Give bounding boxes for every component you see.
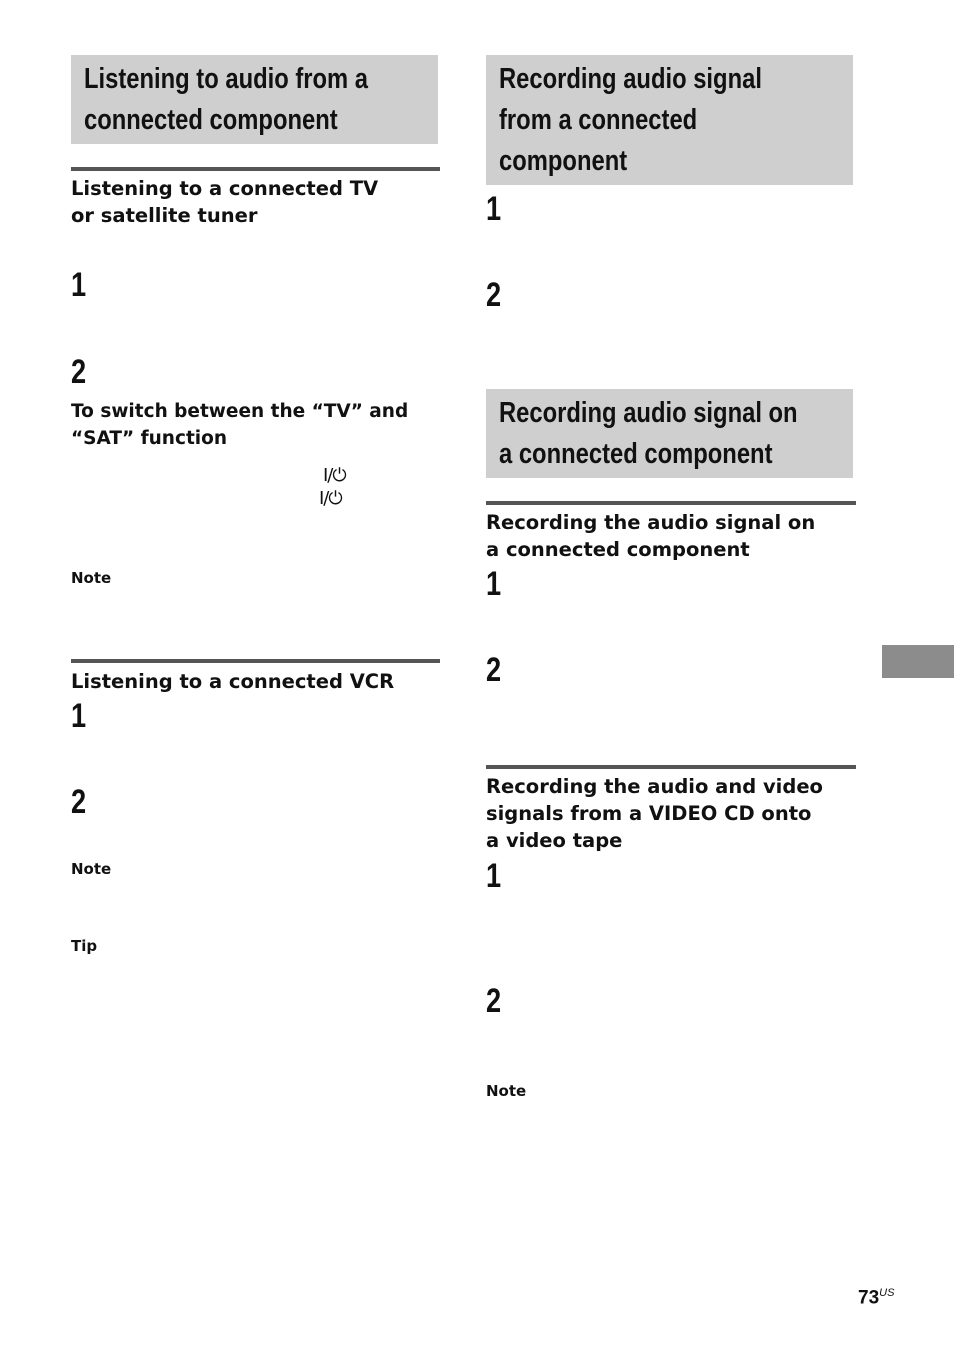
on-section-title-line-1: Recording the audio signal on xyxy=(486,511,816,534)
tv-section-title-line-2: or satellite tuner xyxy=(71,204,258,227)
left-banner-line-2: connected component xyxy=(84,104,338,136)
section-rule-vcd xyxy=(486,765,856,769)
vcr-tip-label: Tip xyxy=(71,937,98,955)
on-section-title xyxy=(486,509,815,563)
section-rule-vcr xyxy=(71,659,440,663)
section-rule-tv xyxy=(71,167,440,171)
right-banner-on xyxy=(486,389,853,478)
vcr-note-label: Note xyxy=(71,860,112,878)
vcr-section-title: Listening to a connected VCR xyxy=(71,670,395,693)
tv-step-1: 1 xyxy=(71,266,87,304)
right-banner-from-line-2: from a connected xyxy=(499,104,698,136)
power-icon: I/⏻ xyxy=(319,488,342,509)
tv-section-title xyxy=(71,175,378,229)
on-section-title-line-2: a connected component xyxy=(486,538,750,561)
tv-step-2: 2 xyxy=(71,353,87,391)
right-banner-on-line-1: Recording audio signal on xyxy=(499,397,798,429)
section-rule-on xyxy=(486,501,856,505)
from-step-2: 2 xyxy=(486,276,502,314)
vcd-step-2: 2 xyxy=(486,982,502,1020)
vcd-step-1: 1 xyxy=(486,857,502,895)
vcd-section-title-line-3: a video tape xyxy=(486,829,623,852)
page-number-region: US xyxy=(879,1287,895,1299)
tv-note-label: Note xyxy=(71,569,112,587)
vcr-step-2: 2 xyxy=(71,783,87,821)
from-step-1: 1 xyxy=(486,190,502,228)
switch-function-heading xyxy=(71,398,408,452)
left-banner-line-1: Listening to audio from a xyxy=(84,63,369,95)
chapter-side-tab xyxy=(882,645,954,678)
right-banner-on-line-2: a connected component xyxy=(499,438,773,470)
switch-function-heading-line-1: To switch between the “TV” and xyxy=(71,401,409,422)
right-banner-from xyxy=(486,55,853,185)
left-banner xyxy=(71,55,438,144)
vcr-step-1: 1 xyxy=(71,697,87,735)
vcd-section-title-line-2: signals from a VIDEO CD onto xyxy=(486,802,812,825)
page-number-value: 73 xyxy=(858,1287,880,1309)
right-banner-from-line-1: Recording audio signal xyxy=(499,63,762,95)
vcd-section-title xyxy=(486,773,823,854)
tv-section-title-line-1: Listening to a connected TV xyxy=(71,177,379,200)
vcd-note-label: Note xyxy=(486,1082,527,1100)
vcd-section-title-line-1: Recording the audio and video xyxy=(486,775,823,798)
on-step-2: 2 xyxy=(486,651,502,689)
on-step-1: 1 xyxy=(486,565,502,603)
page-number xyxy=(858,1287,894,1309)
power-icon: I/⏻ xyxy=(323,465,346,486)
right-banner-from-line-3: component xyxy=(499,145,628,177)
switch-function-heading-line-2: “SAT” function xyxy=(71,428,228,449)
